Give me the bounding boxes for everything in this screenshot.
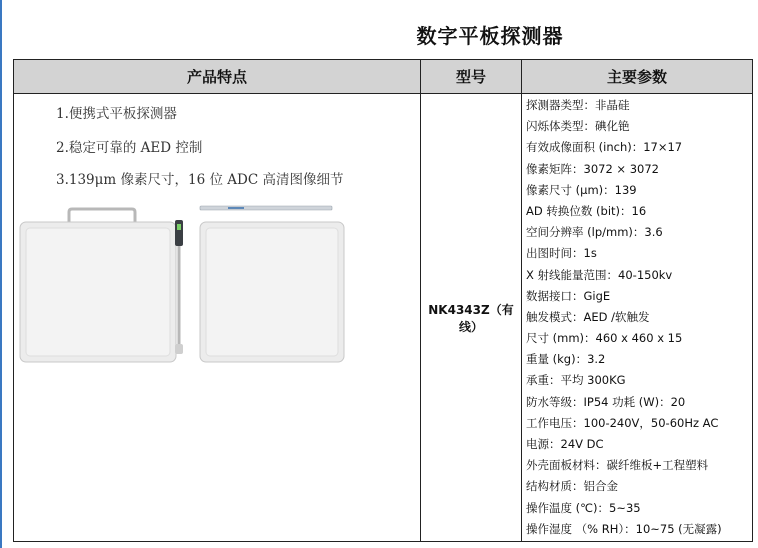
header-model: 型号	[421, 60, 522, 94]
feature-item: 3.139μm 像素尺寸，16 位 ADC 高清图像细节	[56, 172, 344, 188]
table-header-row	[14, 60, 753, 94]
param-item: AD 转换位数 (bit)：16	[526, 203, 647, 218]
param-item: 触发模式：AED /软触发	[526, 309, 650, 324]
feature-item: 1.便携式平板探测器	[56, 106, 177, 122]
param-item: 闪烁体类型：碘化铯	[526, 119, 630, 134]
detector-side-view	[200, 206, 332, 210]
param-item: 像素尺寸 (μm)：139	[526, 182, 637, 197]
feature-item: 2.稳定可靠的 AED 控制	[56, 140, 203, 156]
param-item: 操作湿度 （% RH）：10~75 (无凝露)	[526, 521, 722, 536]
param-item: 工作电压：100-240V，50-60Hz AC	[526, 415, 719, 430]
param-item: 空间分辨率 (lp/mm)：3.6	[526, 225, 663, 240]
param-item: 电源：24V DC	[526, 437, 604, 451]
param-item: 防水等级：IP54 功耗 (W)：20	[526, 394, 686, 409]
header-params: 主要参数	[522, 60, 753, 94]
param-item: 数据接口：GigE	[526, 288, 611, 303]
param-item: 操作温度 (℃)：5~35	[526, 500, 641, 515]
detector-panel-front	[200, 222, 344, 362]
spec-table	[13, 59, 753, 542]
param-item: X 射线能量范围：40-150kv	[526, 267, 673, 282]
params-cell	[522, 94, 753, 542]
param-item: 结构材质：铝合金	[526, 479, 618, 494]
header-features: 产品特点	[14, 60, 421, 94]
param-item: 像素矩阵：3072 × 3072	[526, 161, 659, 176]
page-title: 数字平板探测器	[416, 24, 564, 48]
detector-product-image	[14, 204, 421, 454]
table-row	[14, 94, 753, 542]
param-item: 承重：平均 300KG	[526, 373, 626, 388]
param-item: 有效成像面积 (inch)：17×17	[526, 140, 683, 155]
detector-panel-with-handle	[20, 209, 176, 362]
param-item: 重量 (kg)：3.2	[526, 352, 606, 367]
param-item: 出图时间：1s	[526, 246, 597, 261]
model-cell: NK4343Z（有线）	[421, 94, 522, 542]
param-item: 探测器类型：非晶硅	[526, 98, 630, 112]
param-item: 外壳面板材料：碳纤维板+工程塑料	[526, 458, 709, 473]
features-cell	[14, 94, 421, 542]
left-edge-bar	[0, 0, 2, 548]
param-item: 尺寸 (mm)：460 x 460 x 15	[526, 331, 683, 346]
